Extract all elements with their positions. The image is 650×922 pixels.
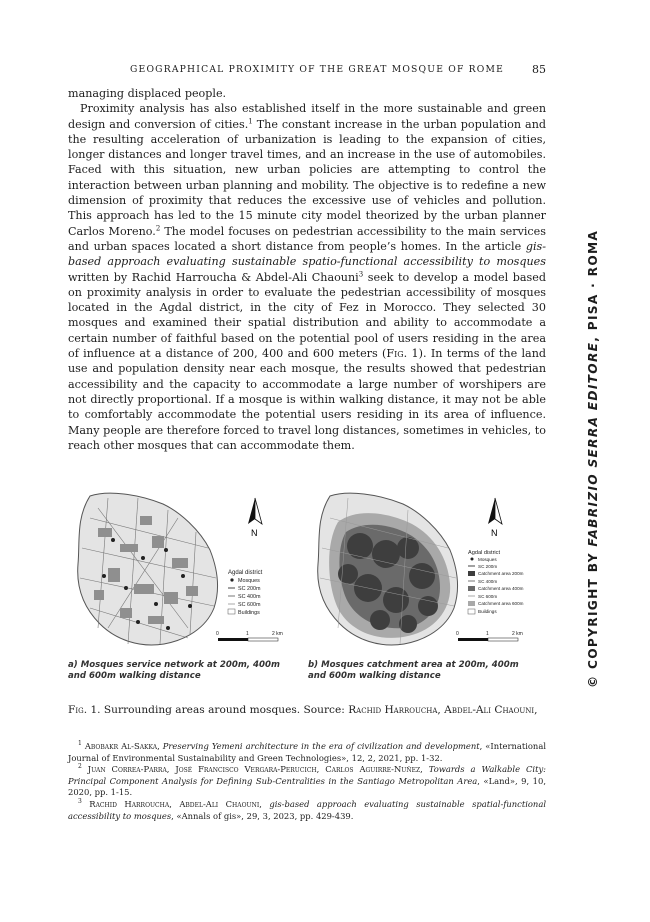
footnote-2: $^2$ Juan Correa-Parra, José Francisco Vergara-Perucich, Carlos Aguirre-Nuñez, Towards a Walkable City: Principal Component Analysis for Defining Sub-Centralities in the Santiago Metropolitan Area, «Land», 9, 10, 2020, pp. 1-15. <box>68 763 546 798</box>
legend-item: Buildings <box>478 609 497 614</box>
legend-item: Buildings <box>238 610 260 616</box>
text-run: seek to develop a model based on proximity analysis in order to evaluate the pedestrian accessibility of mosques located in the Agdal district, in the city of Fez in Morocco. They selected 30 mosques and examined their spatial distribution and ability to accommodate a certain number of faithful based on the potential pool of users residing in the area of influence at a distance of 200, 400 and 600 meters ( <box>68 270 546 361</box>
legend-title: Agdal district <box>468 550 501 556</box>
legend-item: SC 400m <box>478 579 498 584</box>
figure-label: Fig. 1. <box>68 704 101 716</box>
footnote-author: Rachid Harroucha, Abdel-Ali Chaouni <box>89 798 260 809</box>
footnote-ref-2[interactable]: 2 <box>155 223 161 232</box>
footnote-1: $^1$ Abobakr Al-Sakka, Preserving Yemeni architecture in the era of civilization and development, «International Journal of Environmental Sustainability and Green Technologies», 12, 2, 2021, pp. 1-32. <box>68 740 546 763</box>
scale-label: 1 <box>486 631 489 637</box>
footnote-ref-3[interactable]: 3 <box>358 269 364 278</box>
scale-label: 1 <box>246 631 249 637</box>
footnote-title: Towards a Walkable City: Principal Component Analysis for Defining Sub-Centralities in the Santiago Metropolitan Area <box>68 764 546 786</box>
paragraph-proximity <box>68 101 546 453</box>
footnote-number: 1 <box>78 740 82 748</box>
legend-item: Catchment area 200m <box>478 571 524 576</box>
map-a-legend <box>228 570 263 616</box>
figure-caption-authors: Rachid Harroucha, Abdel-Ali Chaouni, <box>348 704 538 716</box>
map-b-scale-bar <box>456 631 523 641</box>
map-a-caption: a) Mosques service network at 200m, 400m and 600m walking distance <box>68 660 280 681</box>
north-arrow-icon <box>488 498 502 538</box>
legend-item: SC 600m <box>238 602 261 608</box>
text-run: written by Rachid Harroucha & Abdel-Ali Chaouni <box>68 270 359 284</box>
footnote-rest: , «International Journal of Environmental Sustainability and Green Technologies», 12, 2, 2021, pp. 1-32. <box>68 741 546 763</box>
north-label: N <box>251 528 258 538</box>
footnote-title: gis-based approach evaluating sustainable spatial-functional accessibility to mosques <box>68 798 547 821</box>
scale-label: 2 km <box>272 631 283 637</box>
legend-item: Catchment area 600m <box>478 601 524 606</box>
footnote-rest: , «Annals of gis», 29, 3, 2023, pp. 429-439. <box>171 810 354 821</box>
north-label: N <box>491 528 498 538</box>
running-head: GEOGRAPHICAL PROXIMITY OF THE GREAT MOSQUE OF ROME <box>130 64 505 75</box>
article-title: gis-based approach evaluating sustainable spatio-functional accessibility to mosques <box>68 239 546 269</box>
map-a-service-network <box>68 488 298 648</box>
north-arrow-icon <box>248 498 262 538</box>
text-run: The model focuses on pedestrian accessibility to the main services and urban spaces located a short distance from people’s homes. In the article <box>68 224 546 253</box>
copyright-publisher: FABRIZIO SERRA EDITORE <box>586 341 600 547</box>
footnotes <box>68 741 546 822</box>
legend-item: SC 400m <box>238 594 261 600</box>
map-b-caption: b) Mosques catchment area at 200m, 400m and 600m walking distance <box>308 660 519 681</box>
legend-item: SC 200m <box>478 564 498 569</box>
scale-label: 2 km <box>512 631 523 637</box>
legend-item: Mosques <box>478 557 497 562</box>
body-text <box>68 86 546 453</box>
footnote-number: 3 <box>78 798 82 806</box>
text-run: The constant increase in the urban population and the resulting acceleration of urbanization is leading to the expansion of cities, longer distances and longer travel times, and an increase in the use of automobiles. Faced with this situation, new urban policies are attempting to control the interaction between urban planning and mobility. The objective is to redefine a new dimension of proximity that reduces the excessive use of vehicles and pollution. This approach has led to the 15 minute city model theorized by the urban planner Carlos Moreno. <box>68 117 546 238</box>
legend-item: SC 600m <box>478 594 498 599</box>
legend-item: Catchment area 400m <box>478 586 524 591</box>
figure-ref[interactable]: Fig. 1 <box>386 347 419 361</box>
footnote-title: Preserving Yemeni architecture in the era of civilization and development <box>162 741 480 751</box>
scale-label: 0 <box>456 631 459 637</box>
legend-item: SC 200m <box>238 586 261 592</box>
figure-caption-text: Surrounding areas around mosques. Source: <box>100 704 349 716</box>
scale-label: 0 <box>216 631 219 637</box>
footnote-author: Juan Correa-Parra, José Francisco Vergara-Perucich, Carlos Aguirre-Nuñez <box>87 764 421 775</box>
side-copyright <box>586 230 600 688</box>
footnote-author: Abobakr Al-Sakka <box>84 741 158 751</box>
figure-caption <box>68 704 548 716</box>
footnote-rest: , «Land», 9, 10, 2020, pp. 1-15. <box>68 775 546 798</box>
page-header <box>68 64 546 78</box>
footnote-3: $^3$ Rachid Harroucha, Abdel-Ali Chaouni, gis-based approach evaluating sustainable spatial-functional accessibility to mosques, «Annals of gis», 29, 3, 2023, pp. 429-439. <box>68 798 547 821</box>
map-b-catchment-area <box>308 488 538 648</box>
text-run: Proximity analysis has also established itself in the more sustainable and green design and conversion of cities. <box>68 102 546 131</box>
figure-1 <box>68 488 550 688</box>
text-run: ). In terms of the land use and population density near each mosque, the results showed that pedestrian accessibility and the capacity to accommodate a large number of worshipers are not directly proportional. If a mosque is within walking distance, it may not be able to comfortably accommodate the potential users residing in its area of influence. Many people are therefore forced to travel long distances, sometimes in vehicles, to reach other mosques that can accommodate them. <box>68 347 546 452</box>
footnote-number: 2 <box>78 763 82 771</box>
copyright-suffix: , PISA · ROMA <box>586 229 600 342</box>
copyright-prefix: © COPYRIGHT BY <box>586 546 600 688</box>
footnote-ref-1[interactable]: 1 <box>248 116 253 125</box>
map-b-legend <box>468 550 524 614</box>
page-number: 85 <box>532 63 546 76</box>
map-a-scale-bar <box>216 631 283 641</box>
paragraph-continuation: managing displaced people. <box>68 87 227 100</box>
legend-item: Mosques <box>238 578 260 584</box>
legend-title: Agdal district <box>228 570 263 576</box>
